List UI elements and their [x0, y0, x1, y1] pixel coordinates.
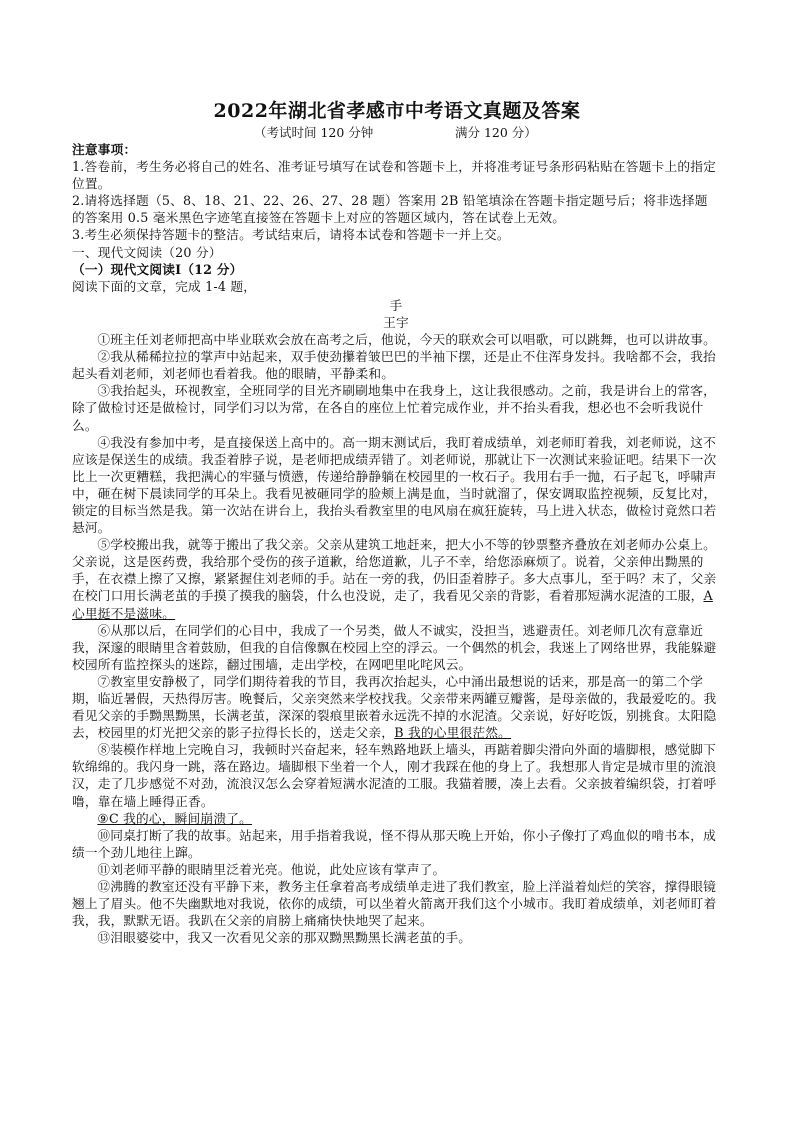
note-item: 3.考生必须保持答题卡的整洁。考试结束后，请将本试卷和答题卡一并上交。	[72, 227, 510, 243]
story-paragraph: ⑧装模作样地上完晚自习，我顿时兴奋起来，轻车熟路地跃上墙头，再踮着脚尖滑向外面的墙脚根，感觉脚下软绵绵的。我闪身一跳，落在路边。墙脚根下坐着一个人，刚才我踩在他的身上了。我想那人肯定是城市里的流浪汉，走了几步感觉不对劲，流浪汉怎么会穿着短满水泥渣的工服。我猫着腰，凑上去看。父亲披着编织袋，打着呼噜，靠在墙上睡得正香。	[72, 742, 717, 809]
story-paragraph: ⑩同桌打断了我的故事。站起来，用手指着我说，怪不得从那天晚上开始，你小子像打了鸡血似的啃书本，成绩一个劲儿地往上蹿。	[72, 827, 716, 860]
story-paragraph: ②我从稀稀拉拉的掌声中站起来，双手使劲攥着皱巴巴的半袖下摆，还是止不住浑身发抖。我啥都不会，我抬起头看刘老师，刘老师也看着我。他的眼睛，平静柔和。	[72, 349, 716, 382]
page-title: 2022年湖北省孝感市中考语文真题及答案	[213, 100, 581, 122]
story-paragraph: ⑫沸腾的教室还没有平静下来，教务主任拿着高考成绩单走进了我们教室，脸上洋溢着灿烂的笑容，撑得眼镜翘上了眉头。他不失幽默地对我说，依你的成绩，可以坐着火箭离开我们这个小城市。我盯着成绩单，刘老师盯着我，我，默默无语。我趴在父亲的肩膀上痛痛快快地哭了起来。	[72, 879, 717, 929]
reading-instruction: 阅读下面的文章，完成 1-4 题，	[72, 278, 257, 294]
paragraph-text: ⑤学校搬出我，就等于搬出了我父亲。父亲从建筑工地赶来，把大小不等的钞票整齐叠放在刘老师办公桌上。父亲说，这是医药费，我给那个受伤的孩子道歉，给您道歉，儿子不幸，给您添麻烦了。说着，父亲伸出黝黑的手，在衣襟上擦了又擦，紧紧握住刘老师的手。站在一旁的我，仍旧歪着脖子。多大点事儿，至于吗？末了，父亲在校门口用长满老茧的手摸了摸我的脑袋，什么也没说，走了，我看见父亲的背影，看着那短满水泥渣的工服，	[72, 537, 717, 604]
section-heading: 一、现代文阅读（20 分）	[72, 244, 222, 260]
story-paragraph: ⑪刘老师平静的眼睛里泛着光亮。他说，此处应该有掌声了。	[97, 861, 446, 877]
story-paragraph	[72, 536, 720, 621]
note-item: 2.请将选择题（5、8、18、21、22、26、27、28 题）答案用 2B 铅笔填涂在答题卡指定题号后；将非选择题的答案用 0.5 毫米黑色字迹笔直接签在答题卡上对应的答题区域内，答在试卷上无效。	[72, 193, 708, 226]
story-paragraph: ①班主任刘老师把高中毕业联欢会放在高考之后，他说，今天的联欢会可以唱歌，可以跳舞，也可以讲故事。	[97, 332, 716, 348]
story-paragraph: ③我抬起头，环视教室，全班同学的目光齐刷刷地集中在我身上，这让我很感动。之前，我是讲台上的常客，除了做检讨还是做检讨，同学们习以为常，在各自的座位上忙着完成作业，并不抬头看我，想必也不会听我说什么。	[72, 383, 716, 433]
exam-content	[72, 141, 720, 946]
underlined-sentence-b: B 我的心里很茫然。	[394, 725, 512, 741]
underlined-sentence-a: A 心里挺不是滋味。	[72, 588, 713, 621]
story-paragraph: ④我没有参加中考，是直接保送上高中的。高一期末测试后，我盯着成绩单，刘老师盯着我，刘老师说，这不应该是保送生的成绩。我歪着脖子说，是老师把成绩弄错了。刘老师说，那就让下一次测试来验证吧。结果下一次比上一次更糟糕，我把满心的牢骚与愤懑，传递给静静躺在校园里的一枚石子。我用右手一抛，石子起飞，呼啸声中，砸在树下晨读同学的耳朵上。我看见被砸同学的脸颊上满是血，当时就溜了，保安调取监控视频，反复比对，锁定的目标当然是我。第一次站在讲台上，我抬头看教室里的电风扇在疯狂旋转，马上进入状态，做检讨竟然口若悬河。	[72, 434, 717, 536]
subsection-heading: （一）现代文阅读Ⅰ（12 分）	[72, 261, 243, 277]
exam-time: （考试时间 120 分钟	[254, 125, 374, 140]
paragraph-text: ⑦教室里安静极了，同学们期待着我的节目，我再次抬起头，心中涌出最想说的话来，那是高一的第二个学期，临近暑假，天热得厉害。晚餐后，父亲突然来学校找我。父亲带来两罐豆瓣酱，是母亲做的，我最爱吃的。我看见父亲的手黝黑黝黑，长满老茧，深深的裂痕里嵌着永远洗不掉的水泥渣。父亲说，好好吃饭，别挑食。太阳隐去，校园里的灯光把父亲的影子拉得长长的，送走父亲，	[72, 673, 717, 741]
story-title: 手	[389, 297, 403, 313]
story-paragraph: ⑬泪眼婆娑中，我又一次看见父亲的那双黝黑黝黑长满老茧的手。	[97, 930, 472, 946]
story-paragraph: ⑥从那以后，在同学们的心目中，我成了一个另类，做人不诚实，没担当，逃避责任。刘老师几次有意靠近我，深邃的眼睛里含着鼓励，但我的自信像飘在校园上空的浮云。一个偶然的机会，我迷上了网络世界，我能躲避校园所有监控探头的迷踪，翻过围墙，走出学校，在网吧里叱咤风云。	[72, 622, 717, 672]
notes-heading: 注意事项：	[72, 142, 137, 157]
story-paragraph	[72, 673, 720, 741]
note-item: 1.答卷前，考生务必将自己的姓名、准考证号填写在试卷和答题卡上，并将准考证号条形码粘贴在答题卡上的指定位置。	[72, 159, 716, 192]
full-score: 满分 120 分）	[455, 125, 537, 140]
underlined-sentence-c: ⑨C 我的心，瞬间崩溃了。	[97, 810, 252, 826]
story-author: 王宇	[383, 314, 409, 330]
